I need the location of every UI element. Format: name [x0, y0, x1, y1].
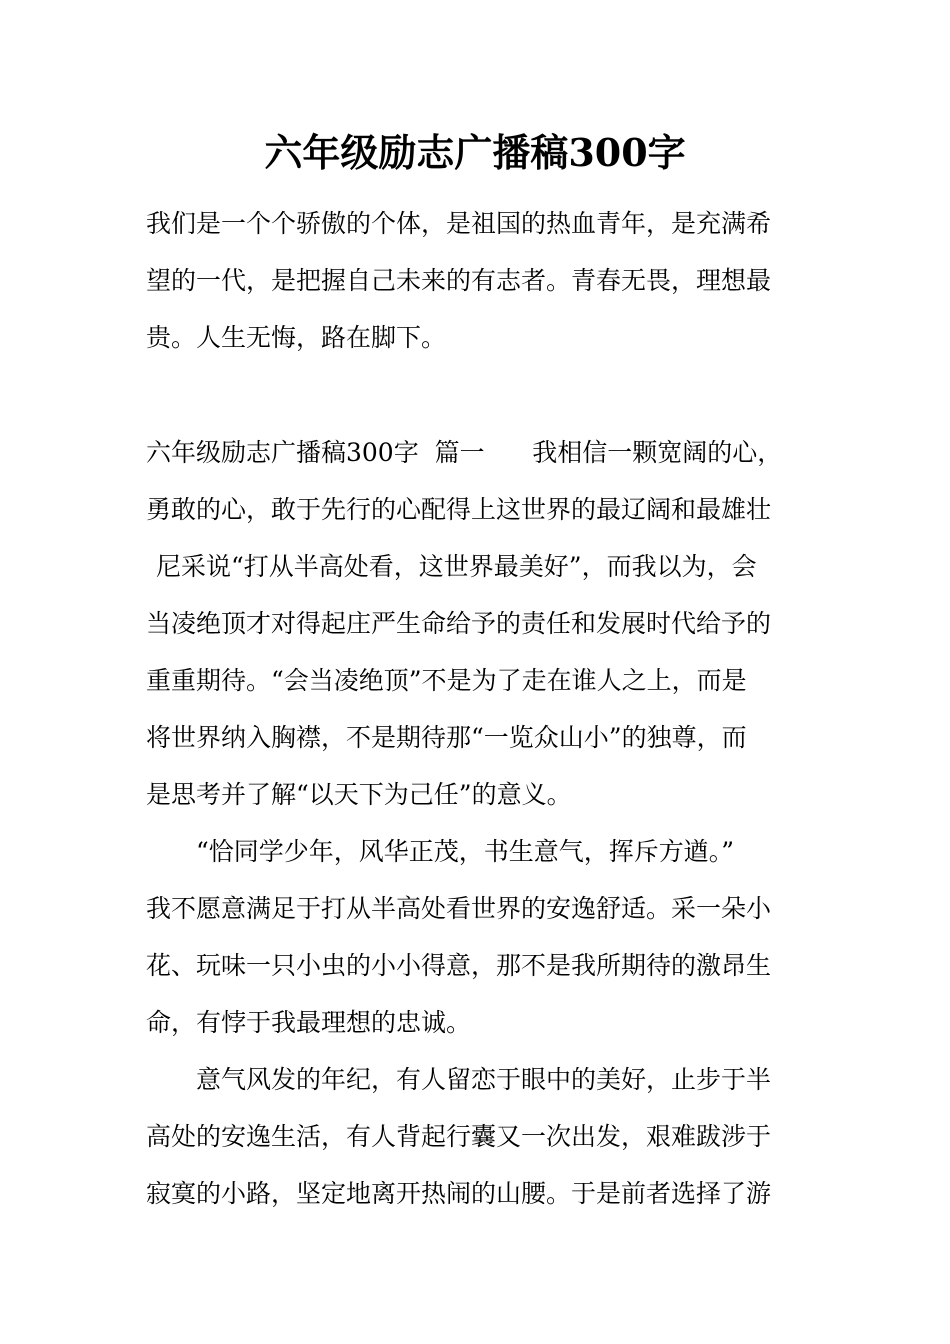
intro-line-1: 我们是一个个骄傲的个体，是祖国的热血青年，是充满希 [146, 209, 772, 238]
section-line-7: 是思考并了解“以天下为己任”的意义。 [146, 780, 572, 809]
para2-line-2: 我不愿意满足于打从半高处看世界的安逸舒适。采一朵小 [146, 894, 772, 923]
section-line-5: 重重期待。“会当凌绝顶”不是为了走在谁人之上，而是 [146, 666, 747, 695]
intro-line-2: 望的一代，是把握自己未来的有志者。青春无畏，理想最 [146, 266, 772, 295]
section-line-2: 勇敢的心，敢于先行的心配得上这世界的最辽阔和最雄壮 [146, 495, 772, 524]
para3-line-2: 高处的安逸生活，有人背起行囊又一次出发，艰难跋涉于 [146, 1122, 772, 1151]
intro-line-3: 贵。人生无悔，路在脚下。 [146, 323, 447, 352]
document-title: 六年级励志广播稿300字 [264, 130, 686, 175]
section-line-6: 将世界纳入胸襟，不是期待那“一览众山小”的独尊，而 [146, 723, 747, 752]
para2-line-3: 花、玩味一只小虫的小小得意，那不是我所期待的激昂生 [146, 951, 772, 980]
para3-line-3: 寂寞的小路，坚定地离开热闹的山腰。于是前者选择了游 [146, 1179, 772, 1208]
section-line-1: 六年级励志广播稿300字 篇一 我相信一颗宽阔的心， [146, 438, 783, 467]
para3-line-1: 意气风发的年纪，有人留恋于眼中的美好，止步于半 [196, 1065, 772, 1094]
section-line-3: 尼采说“打从半高处看，这世界最美好”，而我以为，会 [156, 552, 757, 581]
para2-line-1: “恰同学少年，风华正茂，书生意气，挥斥方遒。” [196, 837, 735, 866]
section-line-4: 当凌绝顶才对得起庄严生命给予的责任和发展时代给予的 [146, 609, 772, 638]
para2-line-4: 命，有悖于我最理想的忠诚。 [146, 1008, 472, 1037]
